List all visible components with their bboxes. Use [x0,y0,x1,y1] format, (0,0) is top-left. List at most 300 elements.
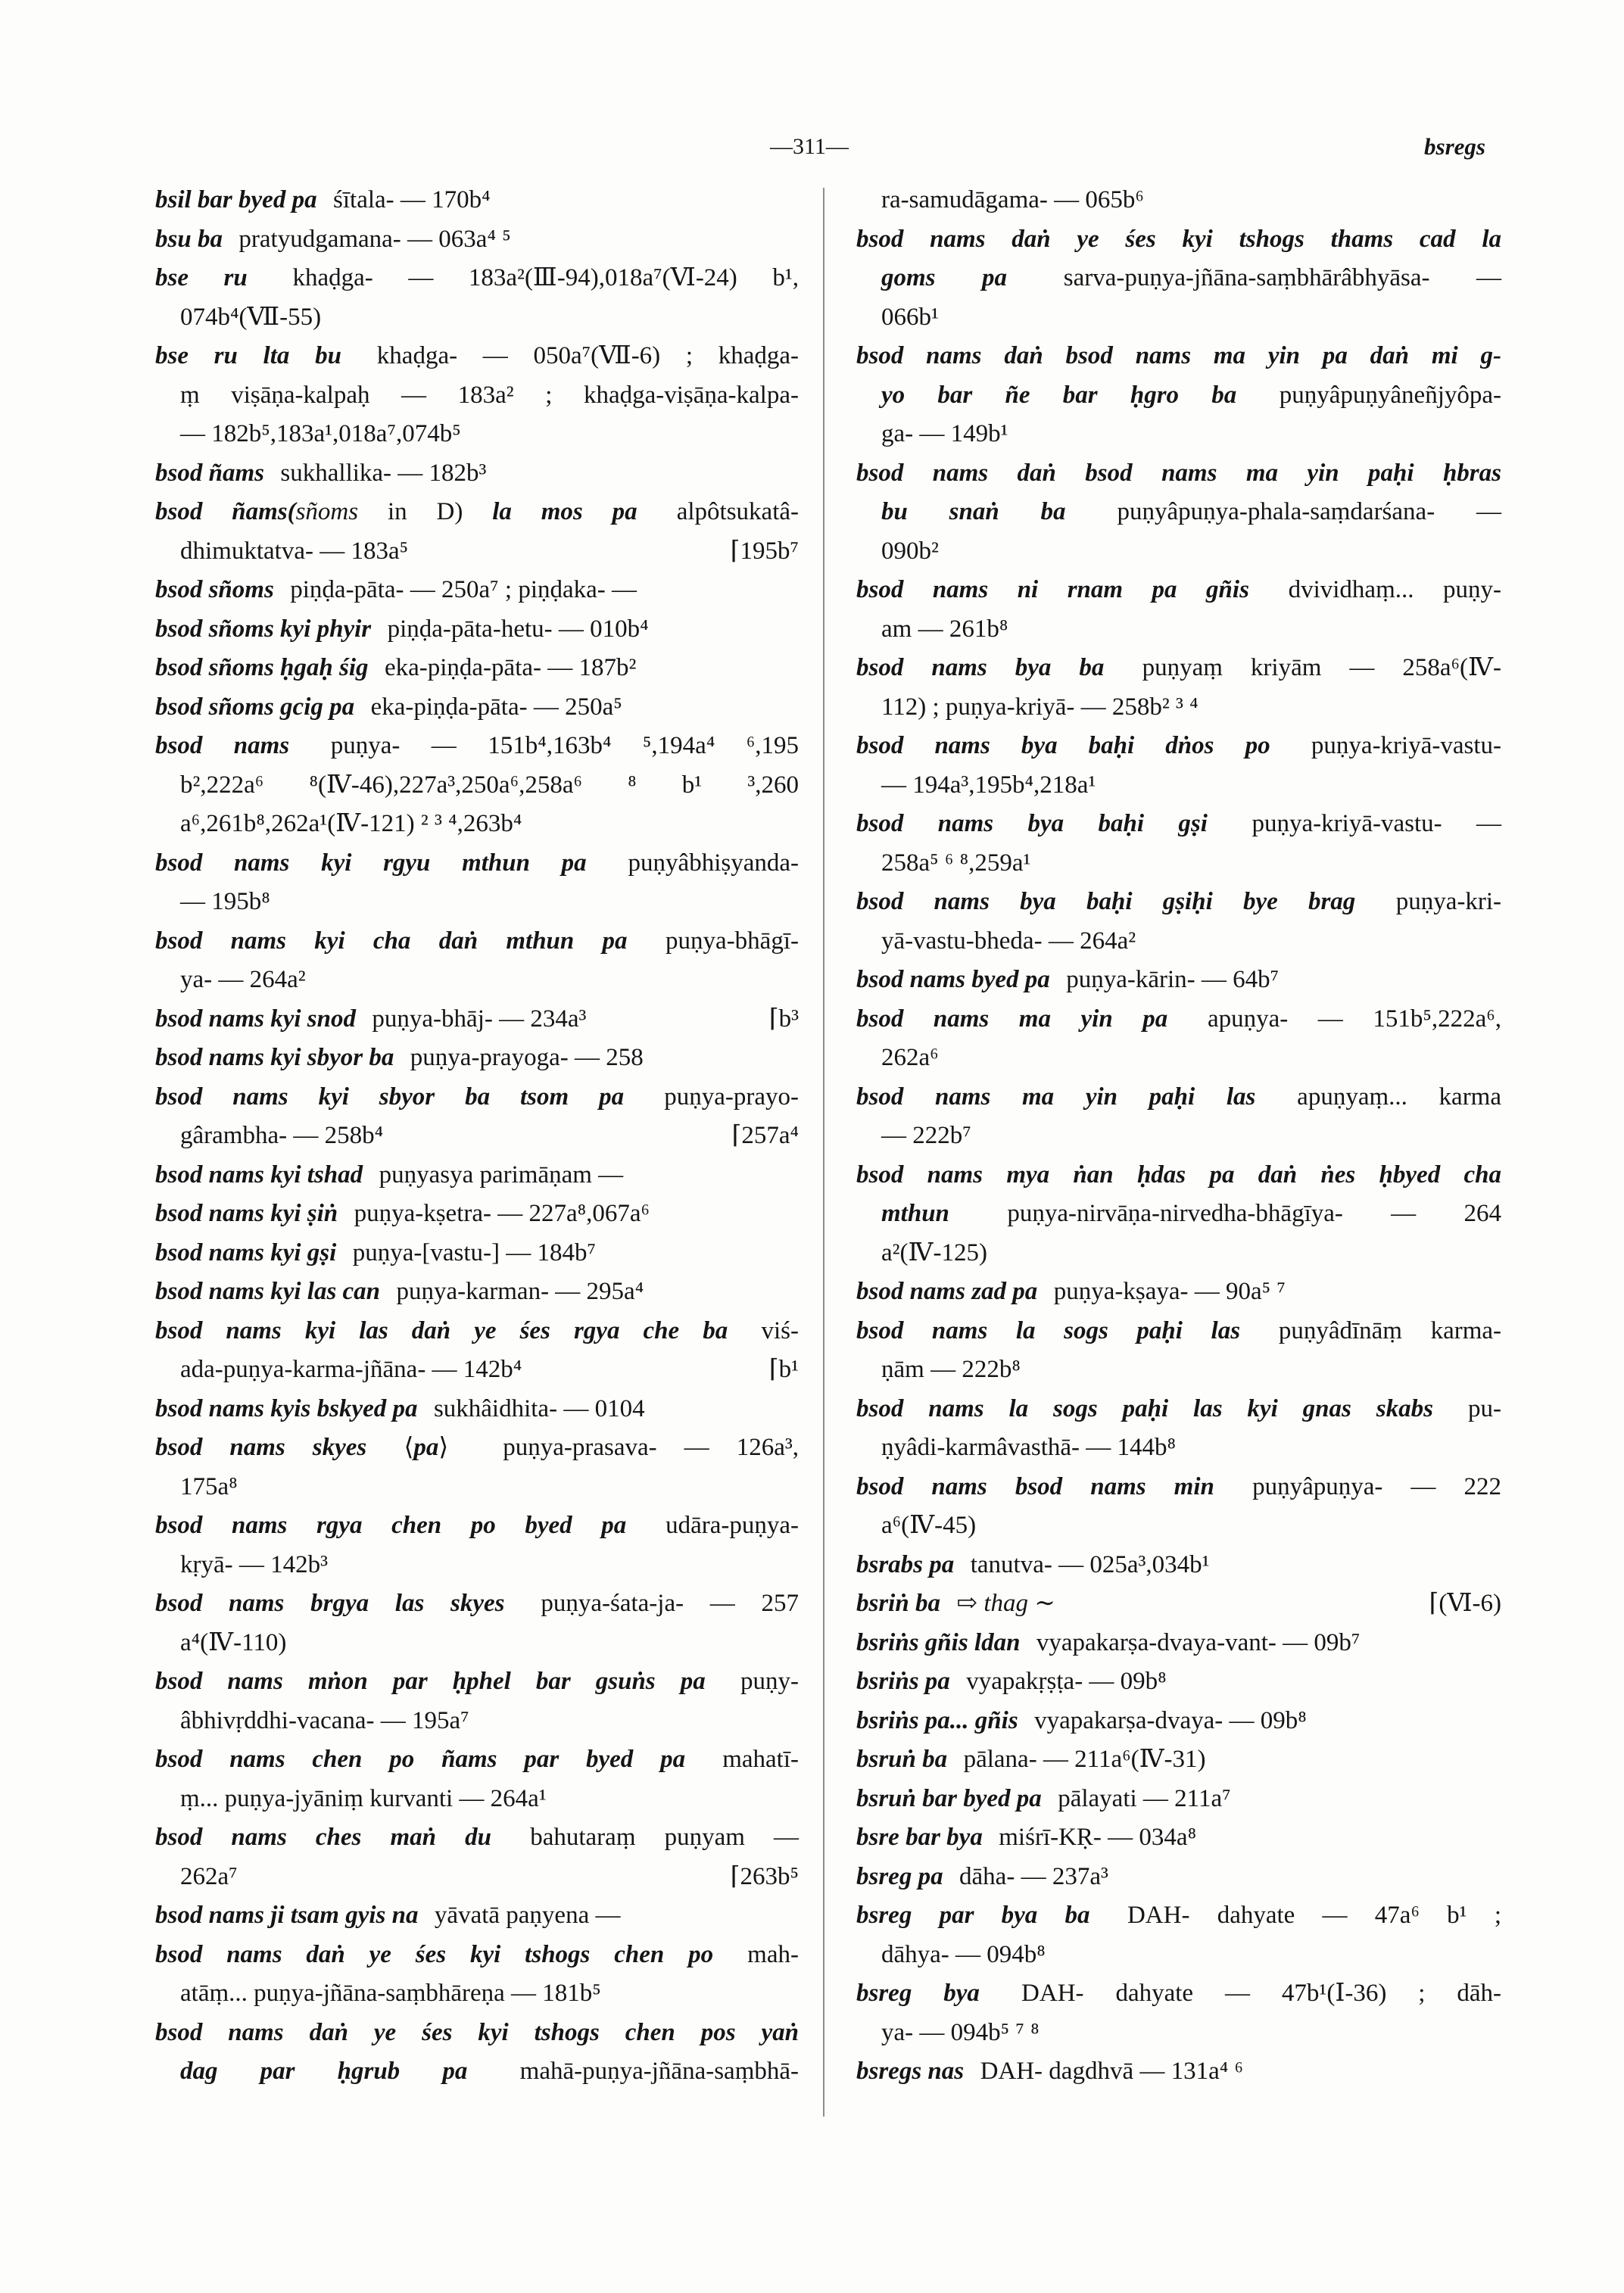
line-content [881,610,1008,650]
gloss-text: ya- — 094b⁵ ⁷ ⁸ [881,2018,1040,2046]
entry-line [155,1039,799,1078]
gloss-text: âbhivṛddhi-vacana- — 195a⁷ [180,1706,469,1734]
marginal-reference: ⌈(Ⅵ-6) [1429,1590,1501,1617]
entry-line [155,844,799,883]
gloss-text: puṇyasya parimāṇam — [372,1161,624,1189]
line-content [856,571,1501,610]
entry-line [155,220,799,260]
headword: bsrabs pa [856,1550,955,1578]
line-content [155,1936,799,1975]
gloss-text: dvividhaṃ... puṇy- [1259,576,1501,603]
gloss-text: puṇya-bhāj- — 234a³ [366,1005,587,1033]
headword: bsre bar bya [856,1824,983,1851]
italic-text: thag [983,1590,1028,1617]
gloss-text: 262a⁶ [881,1044,939,1071]
headword: bsod nams daṅ bsod nams ma yin paḥi ḥbras [856,459,1501,487]
line-content [155,1896,620,1936]
line-content [180,1468,238,1507]
headword: bsod nams daṅ ye śes kyi tshogs chen pos yaṅ [155,2018,799,2046]
line-content [180,961,306,1000]
headword: bsod nams la sogs paḥi las kyi gnas skabs [856,1394,1433,1422]
entry-line [856,259,1501,298]
line-content [155,571,637,610]
entry-line [856,376,1501,416]
gloss-text: viś- [737,1316,800,1344]
gloss-text: puṇya-kriyā-vastu- [1280,732,1501,759]
line-content [856,1078,1501,1117]
line-content [856,1273,1286,1312]
headword: bsreg par bya ba [856,1902,1090,1929]
line-content [155,1195,650,1234]
entry-line [155,493,799,532]
line-content [881,376,1501,416]
line-content [881,415,1008,454]
entry-line [856,1584,1501,1624]
gloss-text: bahutaraṃ puṇyam — [501,1824,799,1851]
headword: bsod nams kyi tshad [155,1161,363,1189]
line-content [155,1000,586,1039]
entry-line [155,532,799,572]
line-content [155,1584,799,1624]
headword: bsod nams daṅ ye śes kyi tshogs thams cad la [856,225,1501,253]
line-content [155,1078,799,1117]
gloss-text: mah- [723,1940,799,1968]
headword: bsod nams brgya las skyes [155,1590,505,1617]
gloss-text: DAH- dahyate — 47b¹(Ⅰ-36) ; dāh- [990,1980,1502,2007]
entry-line [155,1117,799,1156]
entry-line [155,298,799,338]
line-content [180,376,799,416]
line-content [881,1234,987,1273]
headword: bsriṅ ba [856,1590,940,1617]
line-content [180,1858,238,1897]
entry-line [155,727,799,766]
headword: bse ru lta bu [155,342,341,369]
line-content [155,1818,799,1858]
entry-line [155,1546,799,1585]
line-content [856,649,1501,688]
entry-line [856,805,1501,844]
gloss-text: khaḍga- — 183a²(Ⅲ-94),018a⁷(Ⅵ-24) b¹, [257,264,799,291]
line-content [180,532,408,572]
gloss-text: sukhallika- — 182b³ [274,459,487,487]
entry-line [155,376,799,416]
gloss-text: piṇḍa-pāta- — 250a⁷ ; piṇḍaka- — [284,576,637,603]
gloss-text: b²,222a⁶ ⁸(Ⅳ-46),227a³,250a⁶,258a⁶ ⁸ b¹ ³,260 [180,771,799,799]
headword: bsod sñoms [155,576,274,603]
entry-line [856,1000,1501,1039]
headword: yo bar ñe bar ḥgro ba [881,381,1237,409]
gloss-text: puṇyâdīnāṃ karma- [1250,1316,1502,1344]
line-content [180,415,461,454]
entry-line [856,1936,1501,1975]
entry-line [155,1974,799,2014]
entry-line [856,1351,1501,1390]
entry-line [155,1818,799,1858]
gloss-text: puṇyâbhiṣyanda- [596,849,799,877]
headword: bsod nams kyi rgyu mthun pa [155,849,587,877]
entry-line [856,1896,1501,1936]
line-content [856,1156,1501,1195]
headword: bsod nams kyi sbyor ba tsom pa [155,1083,625,1111]
running-head: bsregs [1424,133,1485,160]
line-content [881,1195,1501,1234]
headword: bsod nams kyi gṣi [155,1238,337,1266]
headword: bsod nams kyi ṣiṅ [155,1200,338,1227]
gloss-text: gârambha- — 258b⁴ [180,1122,384,1149]
line-content [881,688,1199,727]
headword: bsod nams la sogs paḥi las [856,1316,1241,1344]
line-content [180,1117,383,1156]
gloss-text: a⁶,261b⁸,262a¹(Ⅳ-121) ² ³ ⁴,263b⁴ [180,810,522,837]
page-number: —311— [770,134,849,159]
headword: dag par ḥgrub pa [180,2058,468,2085]
headword: bsruṅ ba [856,1746,948,1773]
gloss-text: ⇨ [950,1590,984,1617]
entry-line [155,688,799,727]
line-content [155,844,799,883]
line-content [856,1740,1206,1780]
entry-line [856,220,1501,260]
headword: bsriṅs pa... gñis [856,1706,1018,1734]
gloss-text: ∼ [1027,1590,1055,1617]
headword: bsreg pa [856,1862,943,1890]
line-content [155,1039,644,1078]
gloss-text: ⟨ [376,1434,414,1461]
entry-line [856,454,1501,494]
line-content [856,883,1501,922]
gloss-text: puṇya-kṣetra- — 227a⁸,067a⁶ [348,1200,650,1227]
entry-line [856,181,1501,220]
gloss-text: apuṇya- — 151b⁵,222a⁶, [1177,1005,1501,1033]
line-content [856,1974,1501,2014]
headword: bsod nams bya ba [856,654,1105,681]
entry-line [856,415,1501,454]
entry-line [155,2014,799,2053]
headword: bu snaṅ ba [881,498,1066,525]
gloss-text: ⟩ puṇya-prasava- — 126a³, [438,1434,799,1461]
entry-line [155,1468,799,1507]
entry-line [856,1546,1501,1585]
gloss-text: apuṇyaṃ... karma [1265,1083,1501,1111]
headword: bsod nams zad pa [856,1278,1038,1305]
entry-line [856,1780,1501,1819]
gloss-text: DAH- dahyate — 47a⁶ b¹ ; [1099,1902,1501,1929]
entry-line [155,805,799,844]
headword: bsod nams mṅon par ḥphel bar gsuṅs pa [155,1668,706,1695]
gloss-text: khaḍga- — 050a⁷(Ⅶ-6) ; khaḍga- [351,342,799,369]
gloss-text: — 195b⁸ [180,888,270,915]
left-column [155,181,799,2092]
headword: bsod nams daṅ ye śes kyi tshogs chen po [155,1940,714,1968]
gloss-text: 258a⁵ ⁶ ⁸,259a¹ [881,849,1031,877]
gloss-text: dāhya- — 094b⁸ [881,1940,1046,1968]
line-content [155,1273,644,1312]
entry-line [856,1624,1501,1663]
gloss-text: puṇya-kārin- — 64b⁷ [1059,966,1280,993]
line-content [155,1156,623,1195]
gloss-text: puṇy- [715,1668,799,1695]
entry-line [856,766,1501,805]
line-content [856,1584,1055,1624]
headword: bsod nams kyi las daṅ ye śes rgya che ba [155,1316,728,1344]
gloss-text: dhimuktatva- — 183a⁵ [180,537,409,565]
headword: bsod nams ma yin paḥi las [856,1083,1256,1111]
line-content [180,766,799,805]
line-content [881,1506,976,1546]
gloss-text: ra-samudāgama- — 065b⁶ [881,186,1144,213]
line-content [856,1624,1360,1663]
headword: bsod nams kyi snod [155,1005,356,1033]
entry-line [155,259,799,298]
line-content [155,1506,799,1546]
headword: bsod nams byed pa [856,966,1050,993]
headword: bsod nams kyi cha daṅ mthun pa [155,927,628,955]
gloss-text: mahatī- [695,1746,799,1773]
line-content [155,727,799,766]
gloss-text: pālayati — 211a⁷ [1051,1784,1231,1812]
line-content [155,1390,645,1429]
entry-line [155,1584,799,1624]
entry-line [155,1351,799,1390]
headword: bsod sñoms ḥgaḥ śig [155,654,369,681]
headword: bsregs nas [856,2058,965,2085]
gloss-text: puṇyâpuṇya-phala-saṃdarśana- — [1075,498,1501,525]
headword: bse ru [155,264,248,291]
entry-line [856,649,1501,688]
gloss-text: puṇyâpuṇyâneñjyôpa- [1246,381,1502,409]
gloss-text: ṃ... puṇya-jyāniṃ kurvanti — 264a¹ [180,1784,547,1812]
line-content [155,2014,799,2053]
entry-line [856,1662,1501,1702]
entry-line [856,922,1501,961]
line-content [856,1000,1501,1039]
entry-line [155,610,799,650]
entry-line [155,2052,799,2092]
gloss-text: — 182b⁵,183a¹,018a⁷,074b⁵ [180,420,461,447]
line-content [180,2052,799,2092]
gloss-text: kṛyā- — 142b³ [180,1550,329,1578]
line-content [856,1662,1167,1702]
line-content [180,1546,328,1585]
gloss-text: dāha- — 237a³ [952,1862,1108,1890]
entry-line [856,961,1501,1000]
entry-line [155,1428,799,1468]
gloss-text: puṇya-karman- — 295a⁴ [390,1278,644,1305]
line-content [881,298,939,338]
entry-line [155,766,799,805]
headword: bsod nams chen po ñams par byed pa [155,1746,686,1773]
entry-line [856,1506,1501,1546]
gloss-text: puṇya-[vastu-] — 184b⁷ [346,1238,597,1266]
gloss-text: vyapakṛṣṭa- — 09b⁸ [960,1668,1167,1695]
headword: bsod ñams [155,459,264,487]
line-content [856,337,1501,376]
gloss-text: puṇya-nirvāṇa-nirvedha-bhāgīya- — 264 [959,1200,1501,1227]
gloss-text: — 194a³,195b⁴,218a¹ [881,771,1096,799]
gloss-text: puṇya-kṣaya- — 90a⁵ ⁷ [1047,1278,1286,1305]
marginal-reference: ⌈257a⁴ [731,1122,799,1149]
line-content [856,1390,1501,1429]
entry-line [856,727,1501,766]
headword: mthun [881,1200,949,1227]
entry-line [155,571,799,610]
line-content [881,766,1096,805]
entry-line [856,1740,1501,1780]
headword: bsod nams bya baḥi dṅos po [856,732,1270,759]
entry-line [856,2014,1501,2053]
gloss-text: 074b⁴(Ⅶ-55) [180,303,322,331]
gloss-text: vyapakarṣa-dvaya-vant- — 09b⁷ [1030,1628,1361,1656]
entry-line [856,1428,1501,1468]
entry-line [155,1078,799,1117]
line-content [180,805,522,844]
line-content [155,454,486,494]
gloss-text: tanutva- — 025a³,034b¹ [964,1550,1210,1578]
headword: bsod nams skyes [155,1434,367,1461]
entry-line [856,883,1501,922]
line-content [155,922,799,961]
italic-text: sñoms [295,498,359,525]
headword: bsu ba [155,225,223,253]
headword: bsriṅs pa [856,1668,950,1695]
entry-line [856,1974,1501,2014]
line-content [881,1351,1021,1390]
gloss-text: pratyudgamana- — 063a⁴ ⁵ [232,225,511,253]
entry-line [155,1780,799,1819]
entry-line [155,337,799,376]
gloss-text: alpôtsukatâ- [647,498,799,525]
line-content [155,688,622,727]
entry-line [155,1156,799,1195]
gloss-text: a⁴(Ⅳ-110) [180,1628,287,1656]
gloss-text: atāṃ... puṇya-jñāna-saṃbhāreṇa — 181b⁵ [180,1980,601,2007]
gloss-text: sukhâidhita- — 0104 [427,1394,645,1422]
gloss-text: puṇya-bhāgī- [637,927,799,955]
entry-line [856,1702,1501,1741]
line-content [155,1428,799,1468]
entry-line [155,649,799,688]
headword: bsod nams ma yin pa [856,1005,1168,1033]
entry-line [155,1624,799,1663]
gloss-text: puṇya-prayo- [634,1083,799,1111]
line-content [155,337,799,376]
gloss-text: piṇḍa-pāta-hetu- — 010b⁴ [381,615,649,643]
headword: bsod nams daṅ bsod nams ma yin pa daṅ mi g- [856,342,1501,369]
entry-line [155,1312,799,1351]
line-content [155,1312,799,1351]
entry-line [155,883,799,922]
entry-line [856,493,1501,532]
gloss-text: puṇya-prayoga- — 258 [404,1044,644,1071]
line-content [881,532,939,572]
gloss-text: yāvatā paṇyena — [428,1902,621,1929]
entry-line [856,2052,1501,2092]
headword: bsod nams ji tsam gyis na [155,1902,419,1929]
entry-line [155,415,799,454]
entry-line [856,1117,1501,1156]
right-column [856,181,1501,2092]
entry-line [155,922,799,961]
headword: bsod nams bya baḥi gṣi [856,810,1208,837]
entry-line [856,532,1501,572]
entry-line [155,1896,799,1936]
headword: bsod nams bya baḥi gṣiḥi bye brag [856,888,1356,915]
gloss-text: ṇyâdi-karmâvasthā- — 144b⁸ [881,1434,1177,1461]
line-content [881,1039,939,1078]
line-content [856,1858,1108,1897]
headword: bsod ñams( [155,498,296,525]
line-content [155,493,799,532]
line-content [180,883,270,922]
line-content [180,1624,286,1663]
gloss-text: 262a⁷ [180,1862,238,1890]
gloss-text: puṇyâpuṇya- — 222 [1224,1472,1501,1500]
gloss-text: puṇya-kriyā-vastu- — [1217,810,1501,837]
headword: bsod nams kyi sbyor ba [155,1044,394,1071]
line-content [881,922,1136,961]
line-content [180,1974,601,2014]
line-content [180,298,321,338]
gloss-text: eka-piṇḍa-pāta- — 250a⁵ [364,693,622,721]
entry-line [856,844,1501,883]
headword: bsod nams kyis bskyed pa [155,1394,418,1422]
gloss-text: śītala- — 170b⁴ [326,186,491,213]
gloss-text: miśrī-KṚ- — 034a⁸ [993,1824,1197,1851]
entry-line [856,298,1501,338]
headword: bsruṅ bar byed pa [856,1784,1042,1812]
gloss-text: puṇya-kri- [1365,888,1501,915]
entry-line [856,1039,1501,1078]
gloss-text: a²(Ⅳ-125) [881,1238,987,1266]
entry-line [155,454,799,494]
headword: bsreg bya [856,1980,980,2007]
headword: la mos pa [492,498,637,525]
headword: bsod nams mya ṅan ḥdas pa daṅ ṅes ḥbyed cha [856,1161,1501,1189]
line-content [856,1818,1196,1858]
entry-line [856,688,1501,727]
entry-line [155,1936,799,1975]
gloss-text: in D) [358,498,493,525]
entry-line [856,1156,1501,1195]
entry-line [856,1818,1501,1858]
headword: bsod nams kyi las can [155,1278,381,1305]
gloss-text: eka-piṇḍa-pāta- — 187b² [378,654,637,681]
line-content [881,844,1030,883]
gloss-text: mahā-puṇya-jñāna-saṃbhā- [477,2058,799,2085]
marginal-reference: ⌈263b⁵ [730,1862,799,1890]
gloss-text: 175a⁸ [180,1472,238,1500]
entry-line [155,1702,799,1741]
entry-line [155,1000,799,1039]
headword: bsod nams ches maṅ du [155,1824,491,1851]
entry-line [155,1740,799,1780]
line-content [856,1546,1210,1585]
line-content [881,181,1144,220]
gloss-text: 090b² [881,537,939,565]
line-content [856,454,1501,494]
line-content [856,727,1501,766]
entry-line [155,1858,799,1897]
gloss-text: ada-puṇya-karma-jñāna- — 142b⁴ [180,1356,522,1383]
gloss-text: ga- — 149b¹ [881,420,1008,447]
gloss-text: yā-vastu-bheda- — 264a² [881,927,1136,955]
gloss-text: DAH- dagdhvā — 131a⁴ ⁶ [974,2058,1243,2085]
gloss-text: puṇya- — 151b⁴,163b⁴ ⁵,194a⁴ ⁶,195 [299,732,799,759]
gloss-text: pālana- — 211a⁶(Ⅳ-31) [957,1746,1206,1773]
marginal-reference: ⌈195b⁷ [730,537,799,565]
line-content [881,1428,1176,1468]
